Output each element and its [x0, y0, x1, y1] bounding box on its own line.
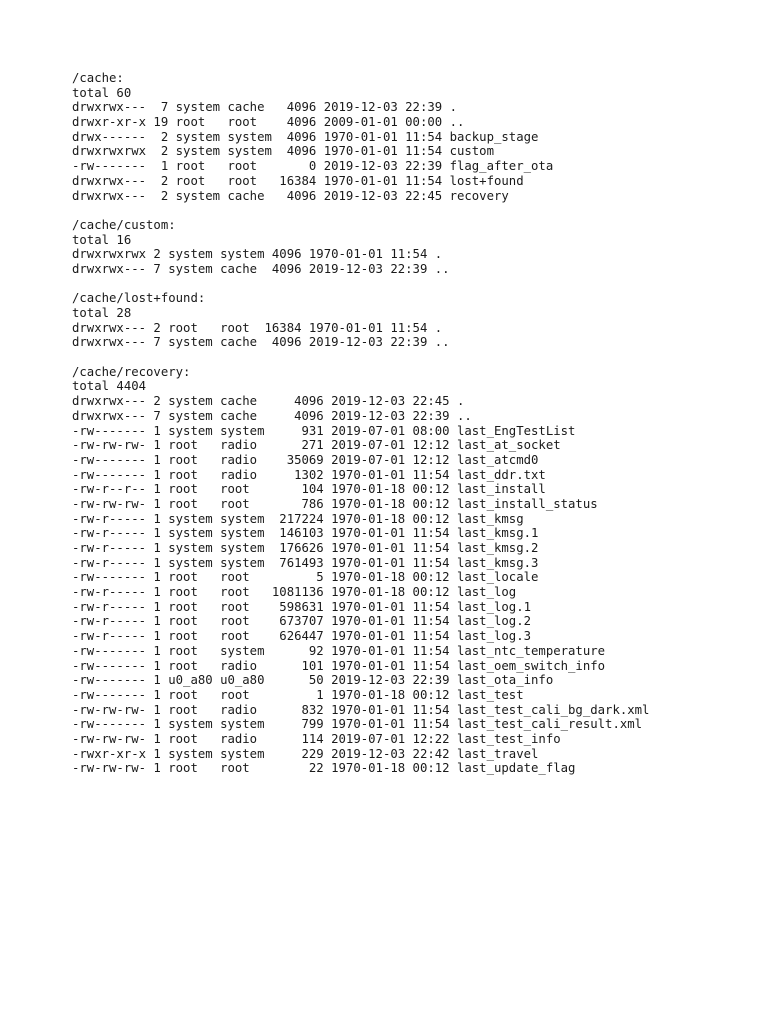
listing-entry: -rw------- 1 root radio 1302 1970-01-01 11:54 last_ddr.txt — [72, 467, 546, 482]
section-spacer — [72, 203, 752, 218]
section-total: total 4404 — [72, 379, 147, 394]
listing-entry: -rw-rw-rw- 1 root root 22 1970-01-18 00:12 last_update_flag — [72, 761, 576, 776]
listing-entry: drwxr-xr-x 19 root root 4096 2009-01-01 00:00 .. — [72, 115, 465, 130]
listing-entry: -rw-r----- 1 root root 1081136 1970-01-18 00:12 last_log — [72, 585, 517, 600]
listing-entry: -rw------- 1 u0_a80 u0_a80 50 2019-12-03 22:39 last_ota_info — [72, 673, 554, 688]
section-total: total 60 — [72, 85, 132, 100]
section-header: /cache/lost+found: — [72, 291, 206, 306]
listing-section-custom — [72, 218, 752, 277]
listing-entry: drwxrwx--- 7 system cache 4096 2019-12-03 22:39 .. — [72, 408, 472, 423]
listing-entry: -rw-r----- 1 root root 626447 1970-01-01 11:54 last_log.3 — [72, 629, 532, 644]
listing-entry: drwxrwx--- 2 system cache 4096 2019-12-03 22:45 recovery — [72, 188, 509, 203]
section-total: total 28 — [72, 306, 132, 320]
listing-entry: -rw------- 1 root system 92 1970-01-01 11:54 last_ntc_temperature — [72, 643, 606, 658]
listing-entry: -rw-r----- 1 root root 673707 1970-01-01 11:54 last_log.2 — [72, 614, 532, 629]
section-spacer — [72, 350, 752, 365]
section-header: /cache/custom: — [72, 217, 176, 232]
listing-entry: -rw-r--r-- 1 root root 104 1970-01-18 00:12 last_install — [72, 482, 546, 497]
listing-entry: -rw-r----- 1 system system 761493 1970-01-01 11:54 last_kmsg.3 — [72, 555, 539, 570]
listing-entry: -rwxr-xr-x 1 system system 229 2019-12-03 22:42 last_travel — [72, 746, 539, 761]
directory-listing — [72, 71, 752, 776]
listing-entry: drwxrwx--- 2 root root 16384 1970-01-01 11:54 lost+found — [72, 173, 524, 188]
listing-entry: -rw------- 1 root root 5 1970-01-18 00:12 last_locale — [72, 570, 539, 585]
listing-entry: -rw------- 1 system system 931 2019-07-01 08:00 last_EngTestList — [72, 423, 576, 438]
listing-entry: -rw-r----- 1 root root 598631 1970-01-01 11:54 last_log.1 — [72, 599, 532, 614]
listing-entry: drwxrwx--- 2 root root 16384 1970-01-01 11:54 . — [72, 320, 443, 335]
section-spacer — [72, 277, 752, 292]
listing-entry: -rw-rw-rw- 1 root radio 832 1970-01-01 11:54 last_test_cali_bg_dark.xml — [72, 702, 650, 717]
listing-entry: drwxrwxrwx 2 system system 4096 1970-01-01 11:54 . — [72, 247, 443, 262]
listing-entry: drwx------ 2 system system 4096 1970-01-01 11:54 backup_stage — [72, 129, 539, 144]
section-header: /cache/recovery: — [72, 364, 191, 379]
listing-entry: -rw------- 1 root radio 35069 2019-07-01 12:12 last_atcmd0 — [72, 452, 539, 467]
listing-entry: -rw-r----- 1 system system 217224 1970-01-18 00:12 last_kmsg — [72, 511, 524, 526]
listing-entry: drwxrwxrwx 2 system system 4096 1970-01-01 11:54 custom — [72, 144, 494, 159]
listing-section-lost-found — [72, 291, 752, 350]
listing-entry: -rw------- 1 root root 0 2019-12-03 22:39 flag_after_ota — [72, 159, 554, 174]
listing-entry: drwxrwx--- 7 system cache 4096 2019-12-03 22:39 .. — [72, 335, 450, 350]
listing-entry: -rw-rw-rw- 1 root root 786 1970-01-18 00:12 last_install_status — [72, 496, 598, 511]
listing-entry: -rw------- 1 root root 1 1970-01-18 00:12 last_test — [72, 687, 524, 702]
listing-entry: -rw-rw-rw- 1 root radio 271 2019-07-01 12:12 last_at_socket — [72, 438, 561, 453]
listing-section-cache — [72, 71, 752, 203]
listing-entry: -rw------- 1 system system 799 1970-01-01 11:54 last_test_cali_result.xml — [72, 717, 643, 732]
listing-entry: drwxrwx--- 7 system cache 4096 2019-12-03 22:39 .. — [72, 261, 450, 276]
section-total: total 16 — [72, 232, 132, 247]
listing-entry: -rw------- 1 root radio 101 1970-01-01 11:54 last_oem_switch_info — [72, 658, 606, 673]
listing-section-recovery — [72, 365, 752, 776]
listing-entry: -rw-r----- 1 system system 146103 1970-01-01 11:54 last_kmsg.1 — [72, 526, 539, 541]
listing-entry: drwxrwx--- 2 system cache 4096 2019-12-03 22:45 . — [72, 394, 465, 409]
listing-entry: drwxrwx--- 7 system cache 4096 2019-12-03 22:39 . — [72, 100, 457, 115]
section-header: /cache: — [72, 71, 124, 85]
listing-entry: -rw-r----- 1 system system 176626 1970-01-01 11:54 last_kmsg.2 — [72, 541, 539, 555]
listing-entry: -rw-rw-rw- 1 root radio 114 2019-07-01 12:22 last_test_info — [72, 731, 561, 746]
